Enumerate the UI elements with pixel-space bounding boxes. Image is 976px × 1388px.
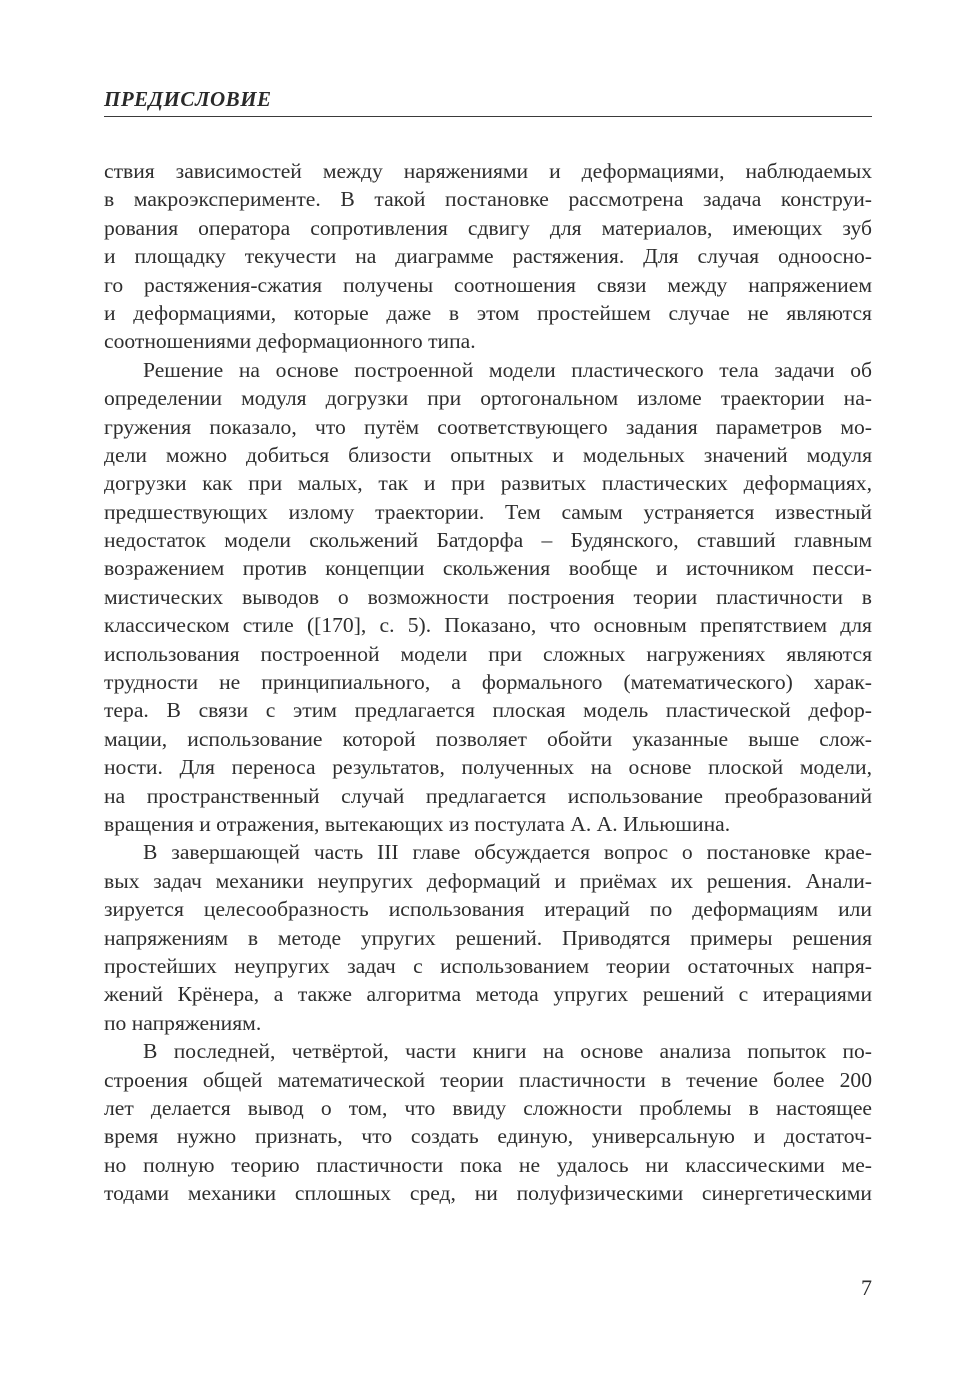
text-line: недостаток модели скольжений Батдорфа – Будянского, ставший главным — [104, 528, 872, 553]
text-line: мистических выводов о возможности построения теории пластичности в — [104, 584, 872, 609]
text-line: трудности не принципиального, а формального (математического) харак- — [104, 670, 872, 695]
text-line: строения общей математической теории пластичности в течение более 200 — [104, 1067, 872, 1092]
text-line: мации, использование которой позволяет обойти указанные выше слож- — [104, 726, 872, 751]
text-line: простейших неупругих задач с использованием теории остаточных напря- — [104, 953, 872, 978]
text-line: го растяжения-сжатия получены соотношения связи между напряжением — [104, 272, 872, 297]
running-header — [104, 86, 872, 117]
text-line: догрузки как при малых, так и при развитых пластических деформациях, — [104, 471, 872, 496]
text-line: и площадку текучести на диаграмме растяжения. Для случая одноосно- — [104, 244, 872, 269]
text-line: Решение на основе построенной модели пластического тела задачи об — [143, 357, 872, 382]
text-line: жений Крёнера, а также алгоритма метода упругих решений с итерациями — [104, 982, 872, 1007]
text-line: возражением против концепции скольжения вообще и источником песси- — [104, 556, 872, 581]
text-line: но полную теорию пластичности пока не удалось ни классическими ме- — [104, 1152, 872, 1177]
text-line: использования построенной модели при сложных нагружениях являются — [104, 641, 872, 666]
text-line: вых задач механики неупругих деформаций и приёмах их решения. Анали- — [104, 868, 872, 893]
text-line: В завершающей часть III главе обсуждается вопрос о постановке крае- — [143, 840, 872, 865]
text-line: классическом стиле ([170], с. 5). Показано, что основным препятствием для — [104, 613, 872, 638]
body-text — [104, 157, 872, 1207]
text-line: ствия зависимостей между наряжениями и деформациями, наблюдаемых — [104, 159, 872, 183]
text-line: напряжениям в методе упругих решений. Приводятся примеры решения — [104, 925, 872, 950]
paragraph-1 — [104, 157, 872, 356]
text-line: ности. Для переноса результатов, полученных на основе плоской модели, — [104, 755, 872, 780]
text-line: время нужно признать, что создать единую, универсальную и достаточ- — [104, 1124, 872, 1149]
text-line: соотношениями деформационного типа. — [104, 329, 476, 354]
text-line: и деформациями, которые даже в этом простейшем случае не являются — [104, 300, 872, 325]
paragraph-4 — [104, 1037, 872, 1207]
text-line: В последней, четвёртой, части книги на основе анализа попыток по- — [143, 1039, 872, 1064]
page-number: 7 — [861, 1275, 872, 1300]
text-line: дели можно добиться близости опытных и модельных значений модуля — [104, 442, 872, 467]
text-line: вращения и отражения, вытекающих из постулата А. А. Ильюшина. — [104, 811, 731, 836]
text-line: лет делается вывод о том, что ввиду сложности проблемы в настоящее — [104, 1095, 872, 1120]
text-line: в макроэксперименте. В такой постановке рассмотрена задача конструи- — [104, 187, 872, 212]
text-line: предшествующих излому траектории. Тем самым устраняется известный — [104, 499, 872, 524]
text-line: гружения показало, что путём соответствующего задания параметров мо- — [104, 414, 872, 439]
text-line: рования оператора сопротивления сдвигу для материалов, имеющих зуб — [104, 215, 872, 240]
text-line: по напряжениям. — [104, 1010, 262, 1035]
paragraph-2 — [104, 356, 872, 839]
text-line: зируется целесообразность использования итераций по деформациям или — [104, 897, 872, 922]
paragraph-3 — [104, 838, 872, 1037]
text-line: на пространственный случай предлагается использование преобразований — [104, 783, 872, 808]
text-line: тера. В связи с этим предлагается плоская модель пластической дефор- — [104, 698, 872, 723]
running-title: ПРЕДИСЛОВИЕ — [104, 87, 272, 111]
text-line: определении модуля догрузки при ортогональном изломе траектории на- — [104, 386, 872, 411]
text-line: тодами механики сплошных сред, ни полуфизическими синергетическими — [104, 1181, 872, 1206]
